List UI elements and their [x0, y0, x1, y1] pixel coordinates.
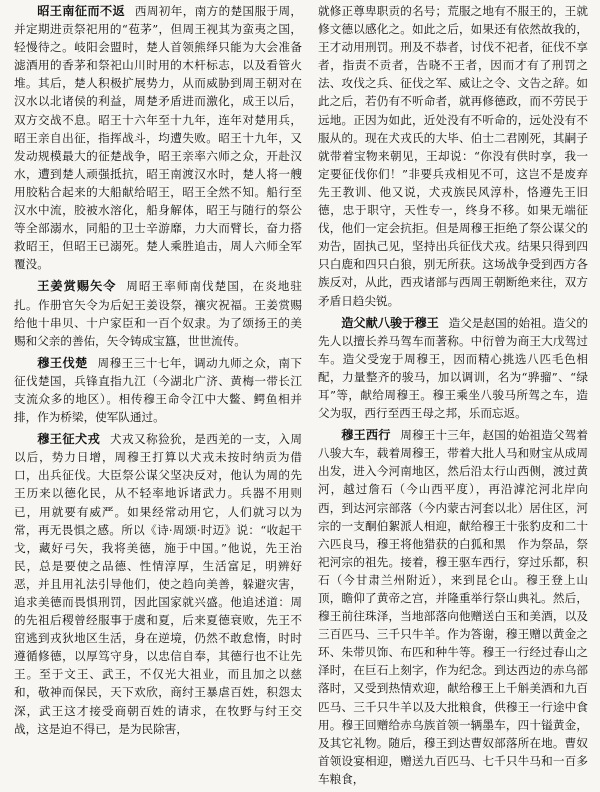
section-mu-wang-quanrong	[14, 430, 302, 738]
section-continued-text	[318, 2, 588, 310]
section-zhao-wang-south-campaign	[14, 2, 302, 273]
section-text: 周昭王率师南伐楚国，在炎地驻扎。作册官矢令为后妃王姜设祭，禳灾祝福。王姜赏赐给他十串贝、十户家臣和一百个奴隶。为了颂扬王的美赐和父亲的善佑，矢令铸成宝簋，世世流传。	[14, 279, 302, 348]
section-title: 穆王西行	[341, 428, 391, 443]
section-mu-wang-attack-chu	[14, 354, 302, 426]
section-wang-jiang-reward	[14, 277, 302, 349]
column-gutter	[309, 0, 310, 745]
right-column	[318, 2, 588, 792]
section-mu-wang-westward	[318, 426, 588, 788]
section-text: 造父是赵国的始祖。造父的先人以擅长养马驾车而著称。中衍曾为商王大戊驾过车。造父受宠于周穆王，因而精心挑选八匹毛色相配，力量整齐的骏马，加以调训，名为“骅骝”、“绿耳”等，献给周穆王。穆王乘坐八骏马所驾之车，造父为驭，西行至西王母之邦，乐而忘返。	[318, 315, 588, 421]
section-title: 造父献八骏于穆王	[341, 315, 439, 330]
section-title: 穆王伐楚	[37, 355, 88, 370]
section-zaofu-eight-horses	[318, 314, 588, 423]
section-text: 周穆王三十七年，调动九师之众，南下征伐楚国，兵锋直指九江（今湖北广济、黄梅一带长江支流众多的地区）。相传穆王命令江中大鳖、鳄鱼相并排，作为桥梁，使军队通过。	[14, 355, 302, 425]
section-title: 王姜赏赐矢令	[37, 279, 117, 294]
section-text: 犬戎又称猃狁，是西羌的一支，入周以后，势力日增，周穆王打算以犬戎未按时纳贡为借口，出兵征伐。大臣祭公谋父坚决反对，他认为周的先王历来以德化民，从不轻率地诉诸武力。兵器不用则已，用就要有威严。如果经常动用它，人们就习以为常，再无畏惧之感。所以《诗·周颂·时迈》说：“收起干戈，藏好弓矢，我将美德，施于中国。”他说，先王治民，总是要使之品德、性情淳厚，生活富足，明辨好恶，并且用礼法引导他们，使之趋向美善，躲避灾害，追求美德而畏惧刑罚，因此国家就兴盛。他追述道：周的先祖后稷曾经服事于虞和夏，后来夏德衰败，先王不窋逃到戎狄地区生活，身在逆境，仍然不敢怠惰，时时遵循修德，以厚笃守身，以忠信自奉，其德行也不让先王。至于文王、武王，不仅光大祖业，而且加之以慈和，敬神而保民，天下欢欣，商纣王暴虐百姓，积怨太深，武王这才接受商朝百姓的请求，在牧野与纣王交战，这是迫不得已，是为民除害，	[14, 432, 302, 736]
section-text: 就修正尊卑职贡的名号；荒服之地有不服王的，王就修文德以感化之。如此之后，如果还有依然故我的，王才动用刑罚。刑及不恭者，讨伐不祀者，征伐不享者，指责不贡者，告晓不王者，因而才有了刑罚之法、攻伐之兵、征伐之军、威让之令、文告之辞。如此之后，若仍有不听命者，就再修德政，而不劳民于远地。正因为如此，近处没有不听命的，远处没有不服从的。现在犬戎氏的大毕、伯士二君刚死，其嗣子就带着宝物来朝见，王却说：“你没有供时享，我一定要征伐你们！”非要兵戎相见不可，这岂不是废弃先王教训、他又说，犬戎族民风淳朴，恪遵先王旧德，忠于职守，天性专一，终身不移。如果无端征伐，他们一定会抗拒。但是周穆王拒绝了祭公谋父的劝告，固执己见，坚持出兵征伐犬戎。结果只得到四只白鹿和四只白狼，别无所获。这场战争受到西方各族反对，从此，西戎诸部与西周王朝断绝来往，双方矛盾日趋尖锐。	[318, 4, 588, 308]
section-title: 昭王南征而不返	[37, 4, 126, 18]
section-text: 周穆王十三年，赵国的始祖造父驾着八骏大车，载着周穆王，带着大批人马和财宝从成周出发，进入今河南地区，然后沿太行山西侧，渡过黄河，越过詹石（今山西平度），再沿滹沱河北岸向西，到达河宗部落（今内蒙古河套以北）居住区，河宗的一支酮伯絮派人相迎，献给穆王十张豹皮和二十六匹良马，穆王将他猎获的白狐和黑 作为祭品，祭祀河宗的祖先。接着，穆王驱车西行，穿过乐都，积石（今甘肃兰州附近），来到昆仑山。穆王登上山顶，瞻仰了黄帝之宫，并隆重举行祭山典礼。然后，穆王前往珠泽，当地部落向他赠送白玉和美酒，以及三百匹马、三千只牛羊。作为答谢，穆王赠以黄金之环、朱带贝饰、布匹和种牛等。穆王一行经过春山之泽时，在巨石上刻字，作为纪念。到达西边的赤乌部落时，又受到热情欢迎，献给穆王上千斛美酒和九百匹马、三千只牛羊以及大批粮食，供穆王一行途中食用。穆王回赠给赤乌族首领一辆墨车，四十镒黄金，及其它礼物。随后，穆王到达曹奴部落所在地。曹奴首领设宴相迎，赠送九百匹马、七千只牛马和一百多车粮食，	[318, 428, 588, 786]
left-column	[14, 2, 302, 742]
section-text: 西周初年，南方的楚国服于周，并定期进贡祭祀用的“苞茅”，但周王视其为蛮夷之国，轻慢待之。岐阳会盟时，楚人首领熊绎只能为大会准备滤酒用的香茅和祭祀山川时用的木杆标志，以及看管火堆。其后，楚人积极扩展势力，从而威胁到周王朝对在汉水以北诸侯的利益，周楚矛盾进而激化，成王以后，双方交战不息。昭王十六年至十九年，连年对楚用兵，昭王亲自出征，指挥战斗，均遭失败。昭王十九年，又发动规模最大的征楚战争，昭王亲率六师之众，开赴汉水，遭到楚人顽强抵抗，昭王南渡汉水时，楚人将一艘用胶粘合起来的大船献给昭王，昭王全然不知。船行至汉水中流，胶被水溶化，船身解体，昭王与随行的祭公等全部溺水，同船的卫士辛游靡，力大而臂长，奋力搭救昭王，但昭王已溺死。楚人乘胜追击，周人六师全军覆没。	[14, 4, 302, 272]
section-title: 穆王征犬戎	[37, 432, 101, 447]
